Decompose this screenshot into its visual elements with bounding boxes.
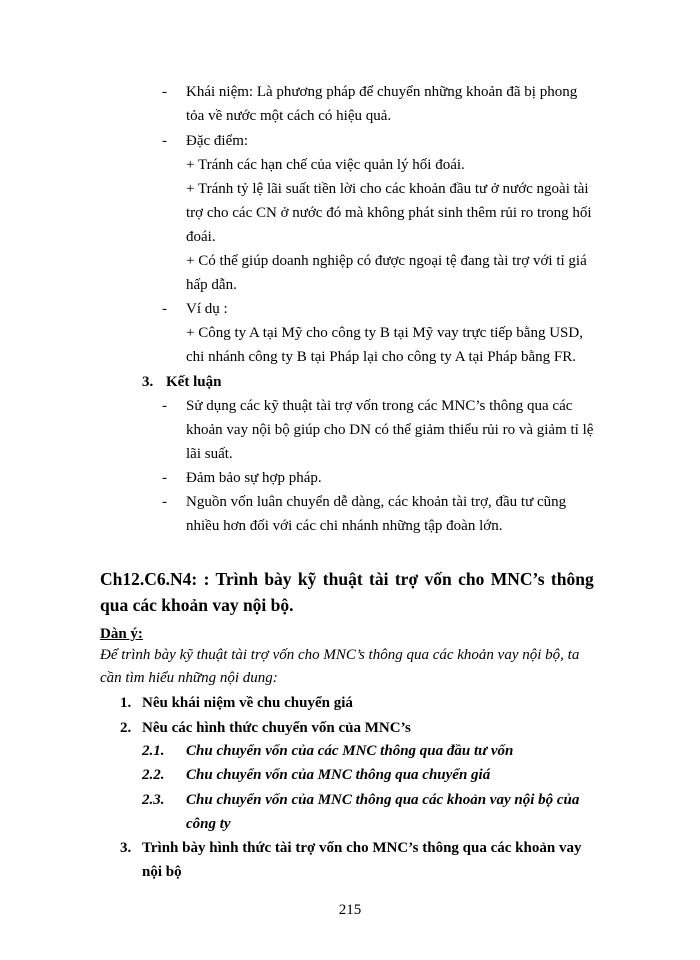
outline-subitem-2-1: Chu chuyển vốn của các MNC thông qua đầu tư vốn <box>186 743 514 759</box>
khai-niem-line-1: Khái niệm: Là phương pháp để chuyển những khoản đã bị phong <box>186 84 578 100</box>
ket-luan-number: 3. <box>142 374 154 390</box>
ket-luan-title: Kết luận <box>166 374 222 390</box>
bullet-dash: - <box>162 494 167 510</box>
bullet-dash: - <box>162 398 167 414</box>
outline-number-1: 1. <box>120 695 132 711</box>
dac-diem-label: Đặc điểm: <box>186 133 249 149</box>
ket-luan-item-3-line-1: Nguồn vốn luân chuyển dễ dàng, các khoản tài trợ, đầu tư cũng <box>186 494 567 510</box>
ket-luan-item-3-line-2: nhiều hơn đối với các chi nhánh những tập đoàn lớn. <box>186 518 503 534</box>
bullet-dash: - <box>162 84 167 100</box>
bullet-dash: - <box>162 301 167 317</box>
outline-item-1: Nêu khái niệm về chu chuyển giá <box>142 695 353 711</box>
vi-du-line-1: + Công ty A tại Mỹ cho công ty B tại Mỹ vay trực tiếp bằng USD, <box>186 325 583 341</box>
vi-du-line-2: chi nhánh công ty B tại Pháp lại cho công ty A tại Pháp bằng FR. <box>186 349 576 365</box>
outline-item-3-line-2: nội bộ <box>142 864 182 880</box>
vi-du-label: Ví dụ : <box>186 301 228 317</box>
bullet-dash: - <box>162 470 167 486</box>
outline-item-2: Nêu các hình thức chuyển vốn của MNC’s <box>142 720 411 736</box>
khai-niem-line-2: tỏa về nước một cách có hiệu quả. <box>186 108 392 124</box>
outline-subnumber-2-3: 2.3. <box>142 792 165 808</box>
outline-number-2: 2. <box>120 720 132 736</box>
dac-diem-line-3: trợ cho các CN ở nước đó mà không phát sinh thêm rủi ro trong hối <box>186 205 592 221</box>
question-heading-line-2: qua các khoản vay nội bộ. <box>100 595 294 615</box>
dac-diem-line-2: + Tránh tỷ lệ lãi suất tiền lời cho các khoản đầu tư ở nước ngoài tài <box>186 181 589 197</box>
ket-luan-item-1-line-1: Sử dụng các kỹ thuật tài trợ vốn trong các MNC’s thông qua các <box>186 398 573 414</box>
bullet-dash: - <box>162 133 167 149</box>
ket-luan-item-2: Đảm bảo sự hợp pháp. <box>186 470 322 486</box>
dac-diem-line-4: đoái. <box>186 229 216 245</box>
dac-diem-line-1: + Tránh các hạn chế của việc quản lý hối đoái. <box>186 157 465 173</box>
outline-subitem-2-3-line-1: Chu chuyển vốn của MNC thông qua các khoản vay nội bộ của <box>186 792 580 808</box>
outline-subnumber-2-1: 2.1. <box>142 743 165 759</box>
outline-subitem-2-3-line-2: công ty <box>186 816 231 832</box>
ket-luan-item-1-line-2: khoản vay nội bộ giúp cho DN có thể giảm thiểu rủi ro và giảm tỉ lệ <box>186 422 594 438</box>
question-heading-line-1: Ch12.C6.N4: : Trình bày kỹ thuật tài trợ vốn cho MNC’s thông <box>100 569 594 589</box>
page-number: 215 <box>338 902 362 918</box>
ket-luan-item-1-line-3: lãi suất. <box>186 446 233 462</box>
dan-y-intro-line-1: Để trình bày kỹ thuật tài trợ vốn cho MNC’s thông qua các khoản vay nội bộ, ta <box>100 647 580 663</box>
dan-y-label: Dàn ý: <box>100 626 143 642</box>
dac-diem-line-6: hấp dẫn. <box>186 277 237 293</box>
dan-y-intro-line-2: cần tìm hiểu những nội dung: <box>100 670 278 686</box>
outline-subnumber-2-2: 2.2. <box>142 767 165 783</box>
outline-number-3: 3. <box>120 840 132 856</box>
outline-subitem-2-2: Chu chuyển vốn của MNC thông qua chuyển giá <box>186 767 491 783</box>
outline-item-3-line-1: Trình bày hình thức tài trợ vốn cho MNC’s thông qua các khoản vay <box>142 840 582 856</box>
dac-diem-line-5: + Có thể giúp doanh nghiệp có được ngoại tệ đang tài trợ với tỉ giá <box>186 253 587 269</box>
